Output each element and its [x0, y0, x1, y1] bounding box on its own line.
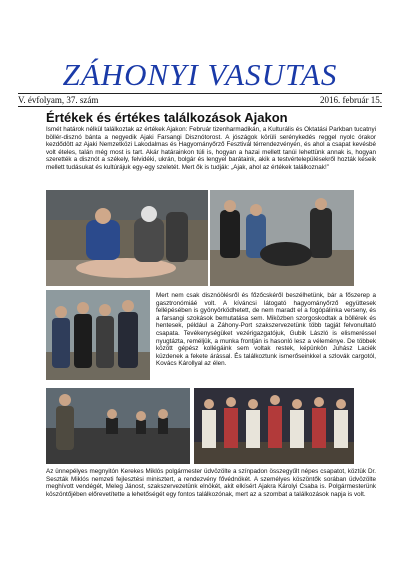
- photo-opening-speech: [46, 388, 190, 464]
- photo-folk-dancers: [194, 388, 354, 464]
- masthead: ZÁHONYI VASUTAS: [62, 57, 338, 92]
- photo-butchering: [46, 190, 208, 286]
- issue-line: [18, 95, 382, 105]
- photo-men-group: [46, 290, 150, 380]
- issue-date: 2016. február 15.: [320, 95, 382, 105]
- issue-edition: V. évfolyam, 37. szám: [18, 95, 99, 105]
- photo-pig-crowd: [210, 190, 354, 286]
- divider-top: [18, 93, 382, 94]
- article-closing: Az ünnepélyes megnyitón Kerekes Miklós polgármester üdvözölte a színpadon összegyűlt népes csapatot, köztük Dr. Seszták Miklós nemzeti fejlesztési minisztert, a rendezvény fővédnökét. A személyes köszöntők sorában üdvözölte meghívott vendégét, Meleg Jánost, szakszervezetünk elnökét, akit elkísért Ajakra Károlyi Csaba is. Polgármesterünk köszöntőjében előrevetítette a lehetőségét egy fontos találkozónak, mert az a szombat a találkozások napja is volt.: [46, 468, 376, 498]
- article-intro: Ismét határok nélkül találkoztak az értékek Ajakon: Február tizenharmadikán, a Kulturális és Oktatási Parkban tucatnyi böllér-disznó bánta a negyedik Ajaki Farsangi Disznótorost. A jószágok körüli serénykedés reggel nyolc órakor kezdődött az Ajaki Nemzetközi Lakodalmas és Hagyományőrző Fesztivál térrendezvényén, és ahol a csapat kevésbé volt ételes, talán még most is tart. Akár határainkon túli is, hogyan a hazai mellett tanúi lehettünk annak is, hogyan szerették a disznót a székely, felvidéki, ukrán, bolgár és lengyel barátaink, akik a testvértelepülésekről hozták késeik mellett tudásukat és kultúrájuk egy-egy szeletét. Mert ők is tudják: „Ajak, ahol az értékek találkoznak!”: [46, 126, 376, 171]
- divider-bottom: [18, 106, 382, 107]
- article-middle: Mert nem csak disznóölésről és főzőcskéről beszélhetünk, bár a főszerep a gasztronómiáé volt. A kíváncsi látogató hagyományőrző együttesek fellépésében is gyönyörködhetett, de nem maradt el a fogópálinka verseny, és a farsangi szokások bemutatása sem. Miközben szorgoskodtak a böllérek és hentesek, például a Záhony-Port szakszervezetünk több tagját felvonultató csapata. Tevékenységüket vezérigazgatójuk, Gubik László is elismeréssel nyugtázta, reméljük, a munka frontján is hasonló lesz a véleménye. De többek között gépész kollégáink sem voltak restek, képünkön Juhász Laciék küzdenek a fekete árással. És találkoztunk ismerőseinkkel a szlovák cargotól, Kovács Károllyal az élen.: [156, 292, 376, 368]
- article-title: Értékek és értékes találkozások Ajakon: [46, 110, 288, 125]
